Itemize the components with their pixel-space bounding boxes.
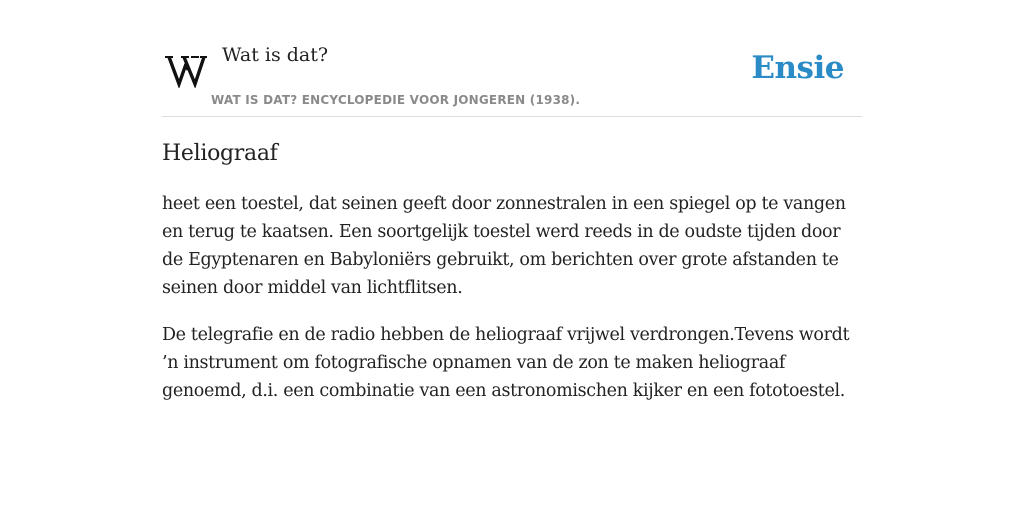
- wikipedia-w-icon: [164, 50, 208, 88]
- source-title-link[interactable]: Wat is dat?: [222, 44, 329, 66]
- article-title: Heliograaf: [162, 141, 278, 166]
- article-paragraph: heet een toestel, dat seinen geeft door zonnestralen in een spiegel op te vangen en terug te kaatsen. Een soortgelijk toestel werd reeds in de oudste tijden door de Egyptenaren en Babyloniërs gebruikt, om berichten over grote afstanden te seinen door middel van lichtflitsen.: [162, 194, 846, 298]
- source-subtitle: WAT IS DAT? ENCYCLOPEDIE VOOR JONGEREN (1938).: [211, 93, 581, 107]
- brand-logo-link[interactable]: Ensie: [751, 50, 844, 86]
- article-paragraph: De telegrafie en de radio hebben de heliograaf vrijwel verdrongen.Tevens wordt ’n instrument om fotografische opnamen van de zon te maken heliograaf genoemd, d.i. een combinatie van een astronomischen kijker en een fototoestel.: [162, 325, 850, 401]
- source-header: [162, 40, 862, 117]
- article: [162, 138, 862, 424]
- article-body: [162, 190, 862, 405]
